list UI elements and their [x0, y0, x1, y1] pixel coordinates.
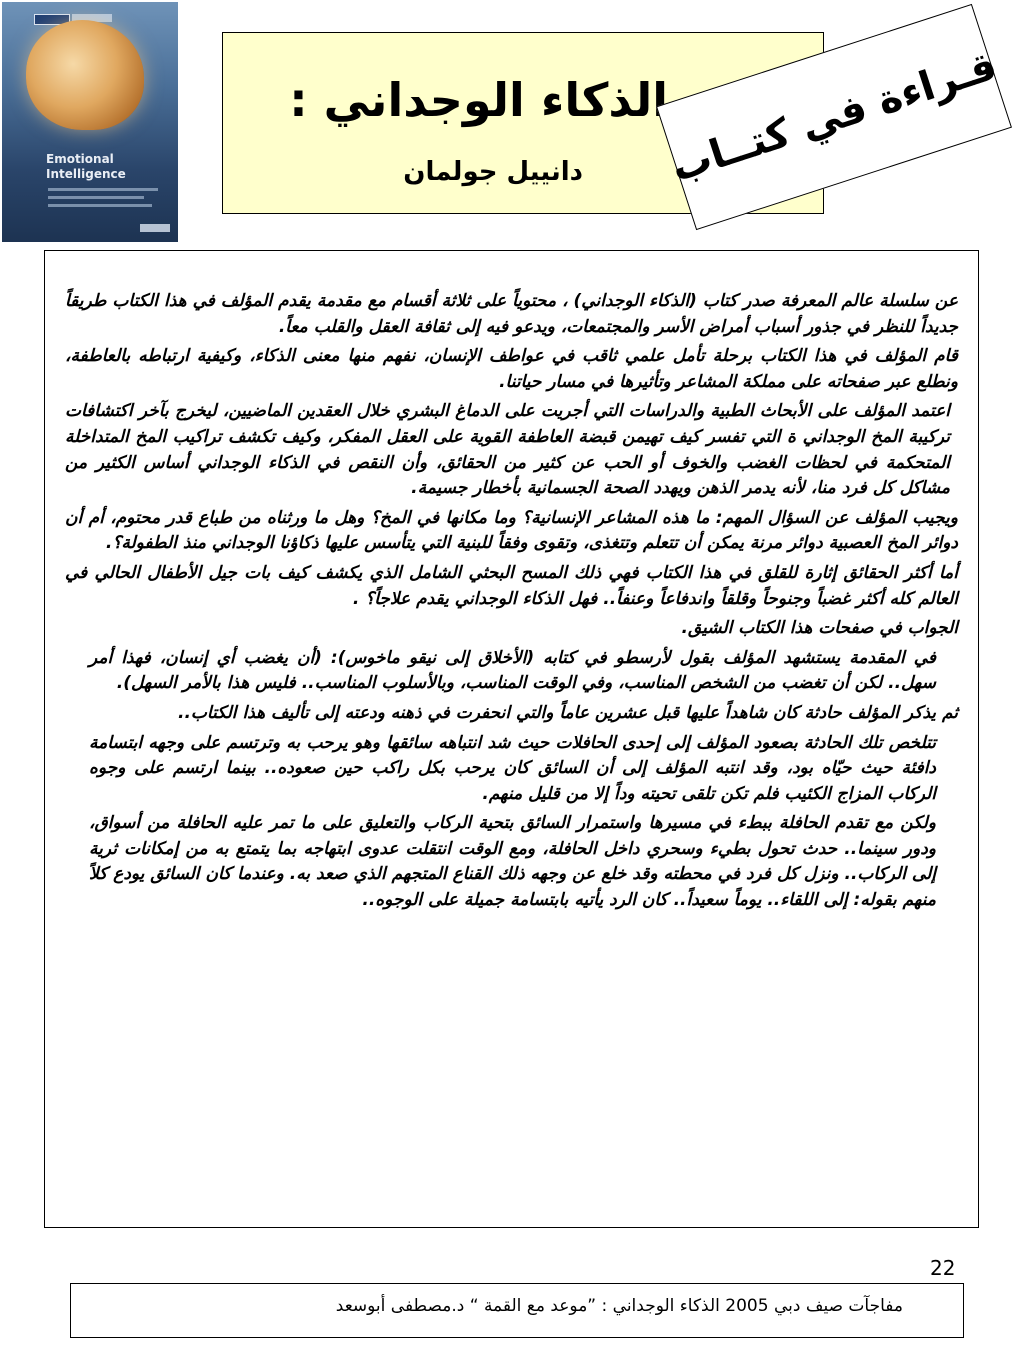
article-body	[65, 289, 958, 918]
cover-title-line1: Emotional	[46, 152, 114, 166]
article-paragraph: ثم يذكر المؤلف حادثة كان شاهداً عليها قبل عشرين عاماً والتي انحفرت في ذهنه ودعته إلى تأليف هذا الكتاب..	[178, 702, 958, 723]
footer-text: مفاجآت صيف دبي 2005 الذكاء الوجداني : ”موعد مع القمة “ د.مصطفى أبوسعد	[335, 1296, 903, 1316]
article-paragraph: تتلخص تلك الحادثة بصعود المؤلف إلى إحدى الحافلات حيث شد انتباهه سائقها وهو يرحب به وترتسم على وجهه ابتسامة دافئة حيث حيّاه بود، وقد انتبه المؤلف إلى أن السائق كان يرحب بكل راكب حين صعوده.. بينما ارتسم على وجوه الركاب المزاج الكئيب فلم تكن تلقى تحيته وداً إلا من قليل منهم.	[89, 732, 936, 804]
article-box	[44, 250, 979, 1228]
book-title: الذكاء الوجداني :	[289, 73, 668, 127]
book-cover-image	[2, 2, 178, 242]
cover-subtitle-line	[48, 196, 144, 199]
article-paragraph: عن سلسلة عالم المعرفة صدر كتاب (الذكاء الوجداني) ، محتوياً على ثلاثة أقسام مع مقدمة يقدم المؤلف في هذا الكتاب طريقاً جديداً للنظر في جذور أسباب أمراض الأسر والمجتمعات، ويدعو فيه إلى ثقافة العقل والقلب معاً.	[65, 291, 958, 337]
article-paragraph: في المقدمة يستشهد المؤلف بقول لأرسطو في كتابه (الأخلاق إلى نيقو ماخوس): (أن يغضب أي إنسان، فهذا أمر سهل.. لكن أن تغضب من الشخص المناسب، وفي الوقت المناسب، وبالأسلوب المناسب.. فليس هذا بالأمر السهل).	[89, 647, 936, 694]
page-number: 22	[930, 1256, 956, 1280]
article-paragraph: قام المؤلف في هذا الكتاب برحلة تأمل علمي ثاقب في عواطف الإنسان، نفهم منها معنى الذكاء، وكيفية ارتباطه بالعاطفة، ونطلع عبر صفحاته على مملكة المشاعر وتأثيرها في مسار حياتنا.	[65, 346, 958, 392]
article-paragraph: أما أكثر الحقائق إثارة للقلق في هذا الكتاب فهي ذلك المسح البحثي الشامل الذي يكشف كيف بات جيل الأطفال الحالي في العالم كله أكثر غضباً وجنوحاً وقلقاً واندفاعاً وعنفاً.. فهل الذكاء الوجداني يقدم علاجاً؟ .	[65, 562, 958, 609]
article-paragraph: اعتمد المؤلف على الأبحاث الطبية والدراسات التي أجريت على الدماغ البشري خلال العقدين الماضيين، ليخرج بآخر اكتشافات تركيبة المخ الوجداني ة التي تفسر كيف تهيمن قبضة العاطفة القوية على العقل المفكر، وكيف تكشف تراكيب المخ المتداخلة المتحكمة في لحظات الغضب والخوف أو الحب عن كثير من الحقائق، وأن النقص في الذكاء الوجداني أساس الكثير من مشاكل كل فرد منا، لأنه يدمر الذهن ويهدد الصحة الجسمانية بأخطار جسيمة.	[65, 401, 950, 499]
article-paragraph: ولكن مع تقدم الحافلة ببطء في مسيرها واستمرار السائق بتحية الركاب والتعليق على ما تمر عليه الحافلة من أسواق، ودور سينما.. حدث تحول بطيء وسحري داخل الحافلة، ومع الوقت انتقلت عدوى ابتهاجه بما يتمتع به من إمكانات ثرية إلى الركاب.. ونزل كل فرد في محطته وقد خلع عن وجهه ذلك القناع المتجهم الذي صعد به. وعندما كان السائق يودع كلاً منهم بقوله: إلى اللقاء.. يوماً سعيداً.. كان الرد يأتيه بابتسامة جميلة على الوجوه..	[89, 813, 936, 911]
book-author: دانييل جولمان	[403, 157, 583, 187]
cover-subtitle-line	[48, 188, 158, 191]
publisher-logo	[140, 224, 170, 232]
article-paragraph: ويجيب المؤلف عن السؤال المهم: ما هذه المشاعر الإنسانية؟ وما مكانها في المخ؟ وهل ما ورثناه من طباع قدر محتوم، أم أن دوائر المخ العصبية دوائر مرنة يمكن أن تتعلم وتتغذى، وتقوى وفقاً للبنية التي يتأسس عليها ذكاؤنا الوجداني منذ الطفولة؟.	[65, 507, 958, 554]
section-label: قـراءة في كتــاب	[665, 42, 1003, 192]
article-paragraph: الجواب في صفحات هذا الكتاب الشيق.	[681, 618, 958, 639]
footer-box	[70, 1283, 964, 1338]
cover-title-line2: Intelligence	[46, 167, 126, 181]
brain-illustration	[26, 20, 144, 130]
cover-subtitle-line	[48, 204, 152, 207]
